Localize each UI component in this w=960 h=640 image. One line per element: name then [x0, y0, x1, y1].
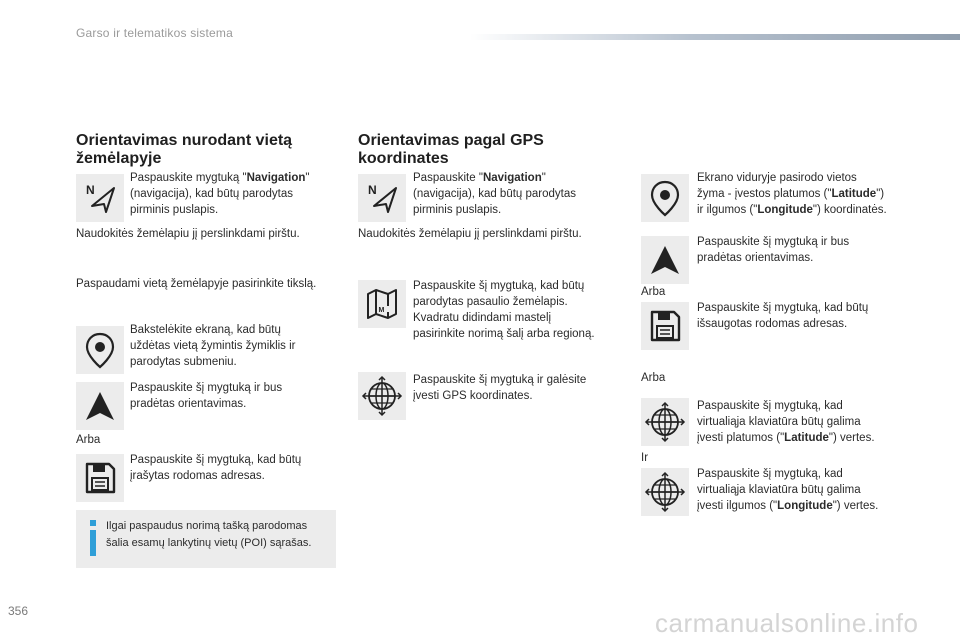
col3-save-text: Paspauskite šį mygtuką, kad būtų išsaugotas rodomas adresas. [697, 302, 869, 330]
map-pin-icon [645, 178, 685, 218]
guidance-arrow-icon [80, 386, 120, 426]
globe-crosshair-icon [361, 375, 403, 417]
svg-text:M: M [378, 307, 385, 314]
save-address-button-2[interactable] [641, 302, 689, 350]
navigation-keyword: Navigation [482, 172, 542, 184]
world-map-icon [362, 284, 402, 324]
section-heading-map [76, 132, 292, 168]
col1-start-text: Paspauskite šį mygtuką ir bus pradėtas orientavimas. [130, 382, 283, 410]
start-guidance-button-2[interactable] [641, 236, 689, 284]
col1-or-label: Arba [76, 434, 101, 446]
info-icon [86, 518, 100, 558]
navigation-button-icon-2[interactable] [358, 174, 406, 222]
heading-line: koordinates [358, 150, 449, 167]
navigation-button-icon[interactable] [76, 174, 124, 222]
world-map-button[interactable] [358, 280, 406, 328]
header-rule [470, 34, 960, 40]
col2-world-text: Paspauskite šį mygtuką, kad būtų parodytas pasaulio žemėlapis. Kvadratu didindami mastelį pasirinkite norimą šalį arba regioną. [413, 280, 595, 340]
save-disk-icon [80, 458, 120, 498]
col3-lon-text: Paspauskite šį mygtuką, kad virtualiąja klaviatūra būtų galima įvesti ilgumos ("Longitude") vertes. [697, 468, 879, 512]
heading-line: Orientavimas pagal GPS [358, 132, 544, 149]
col2-step-navigation: Paspauskite "Navigation" (navigacija), kad būtų parodytas pirminis puslapis. [413, 172, 577, 216]
heading-line: žemėlapyje [76, 150, 162, 167]
navigation-arrow-icon [362, 178, 402, 218]
start-guidance-button[interactable] [76, 382, 124, 430]
longitude-keyword: Longitude [757, 204, 813, 216]
col2-gps-text: Paspauskite šį mygtuką ir galėsite įvesti GPS koordinates. [413, 374, 587, 402]
page-header-title: Garso ir telematikos sistema [76, 26, 233, 40]
guidance-arrow-icon [645, 240, 685, 280]
latitude-input-button[interactable] [641, 398, 689, 446]
col1-tap-text: Bakstelėkite ekraną, kad būtų uždėtas vietą žymintis žymiklis ir parodytas submeniu. [130, 324, 296, 368]
col1-select-text: Paspaudami vietą žemėlapyje pasirinkite tikslą. [76, 278, 317, 290]
col3-or-label-1: Arba [641, 286, 666, 298]
globe-crosshair-icon [644, 401, 686, 443]
info-note-text: Ilgai paspaudus norimą tašką parodomas šalia esamų lankytinų vietų (POI) sąrašas. [106, 520, 312, 549]
navigation-arrow-icon [80, 178, 120, 218]
navigation-keyword: Navigation [246, 172, 306, 184]
page-number: 356 [8, 604, 29, 618]
section-heading-gps [358, 132, 544, 168]
col1-step-navigation: Paspauskite mygtuką "Navigation" (navigacija), kad būtų parodytas pirminis puslapis. [130, 172, 310, 216]
longitude-keyword: Longitude [777, 500, 833, 512]
col3-and-label: Ir [641, 452, 649, 464]
map-pin-icon [80, 330, 120, 370]
col3-marker-text: Ekrano viduryje pasirodo vietos žyma - įvestos platumos ("Latitude") ir ilgumos ("Longitude") koordinatės. [697, 172, 887, 216]
longitude-input-button[interactable] [641, 468, 689, 516]
globe-crosshair-icon [644, 471, 686, 513]
nav-icon-letter: N [86, 183, 95, 197]
save-disk-icon [645, 306, 685, 346]
heading-line: Orientavimas nurodant vietą [76, 132, 293, 149]
col1-pan-text: Naudokitės žemėlapiu jį perslinkdami pirštu. [76, 228, 300, 240]
watermark-text: carmanualsonline.info [655, 608, 919, 638]
col3-or-label-2: Arba [641, 372, 666, 384]
map-pin-button-2[interactable] [641, 174, 689, 222]
info-note-box [76, 510, 336, 568]
gps-coordinates-button[interactable] [358, 372, 406, 420]
col1-save-text: Paspauskite šį mygtuką, kad būtų įrašytas rodomas adresas. [130, 454, 302, 482]
nav-icon-letter: N [368, 183, 377, 197]
map-pin-button[interactable] [76, 326, 124, 374]
col2-pan-text: Naudokitės žemėlapiu jį perslinkdami pirštu. [358, 228, 582, 240]
latitude-keyword: Latitude [831, 188, 877, 200]
col3-start-text: Paspauskite šį mygtuką ir bus pradėtas orientavimas. [697, 236, 850, 264]
latitude-keyword: Latitude [784, 432, 829, 444]
col3-lat-text: Paspauskite šį mygtuką, kad virtualiąja klaviatūra būtų galima įvesti platumos ("Latitude") vertes. [697, 400, 875, 444]
save-address-button[interactable] [76, 454, 124, 502]
